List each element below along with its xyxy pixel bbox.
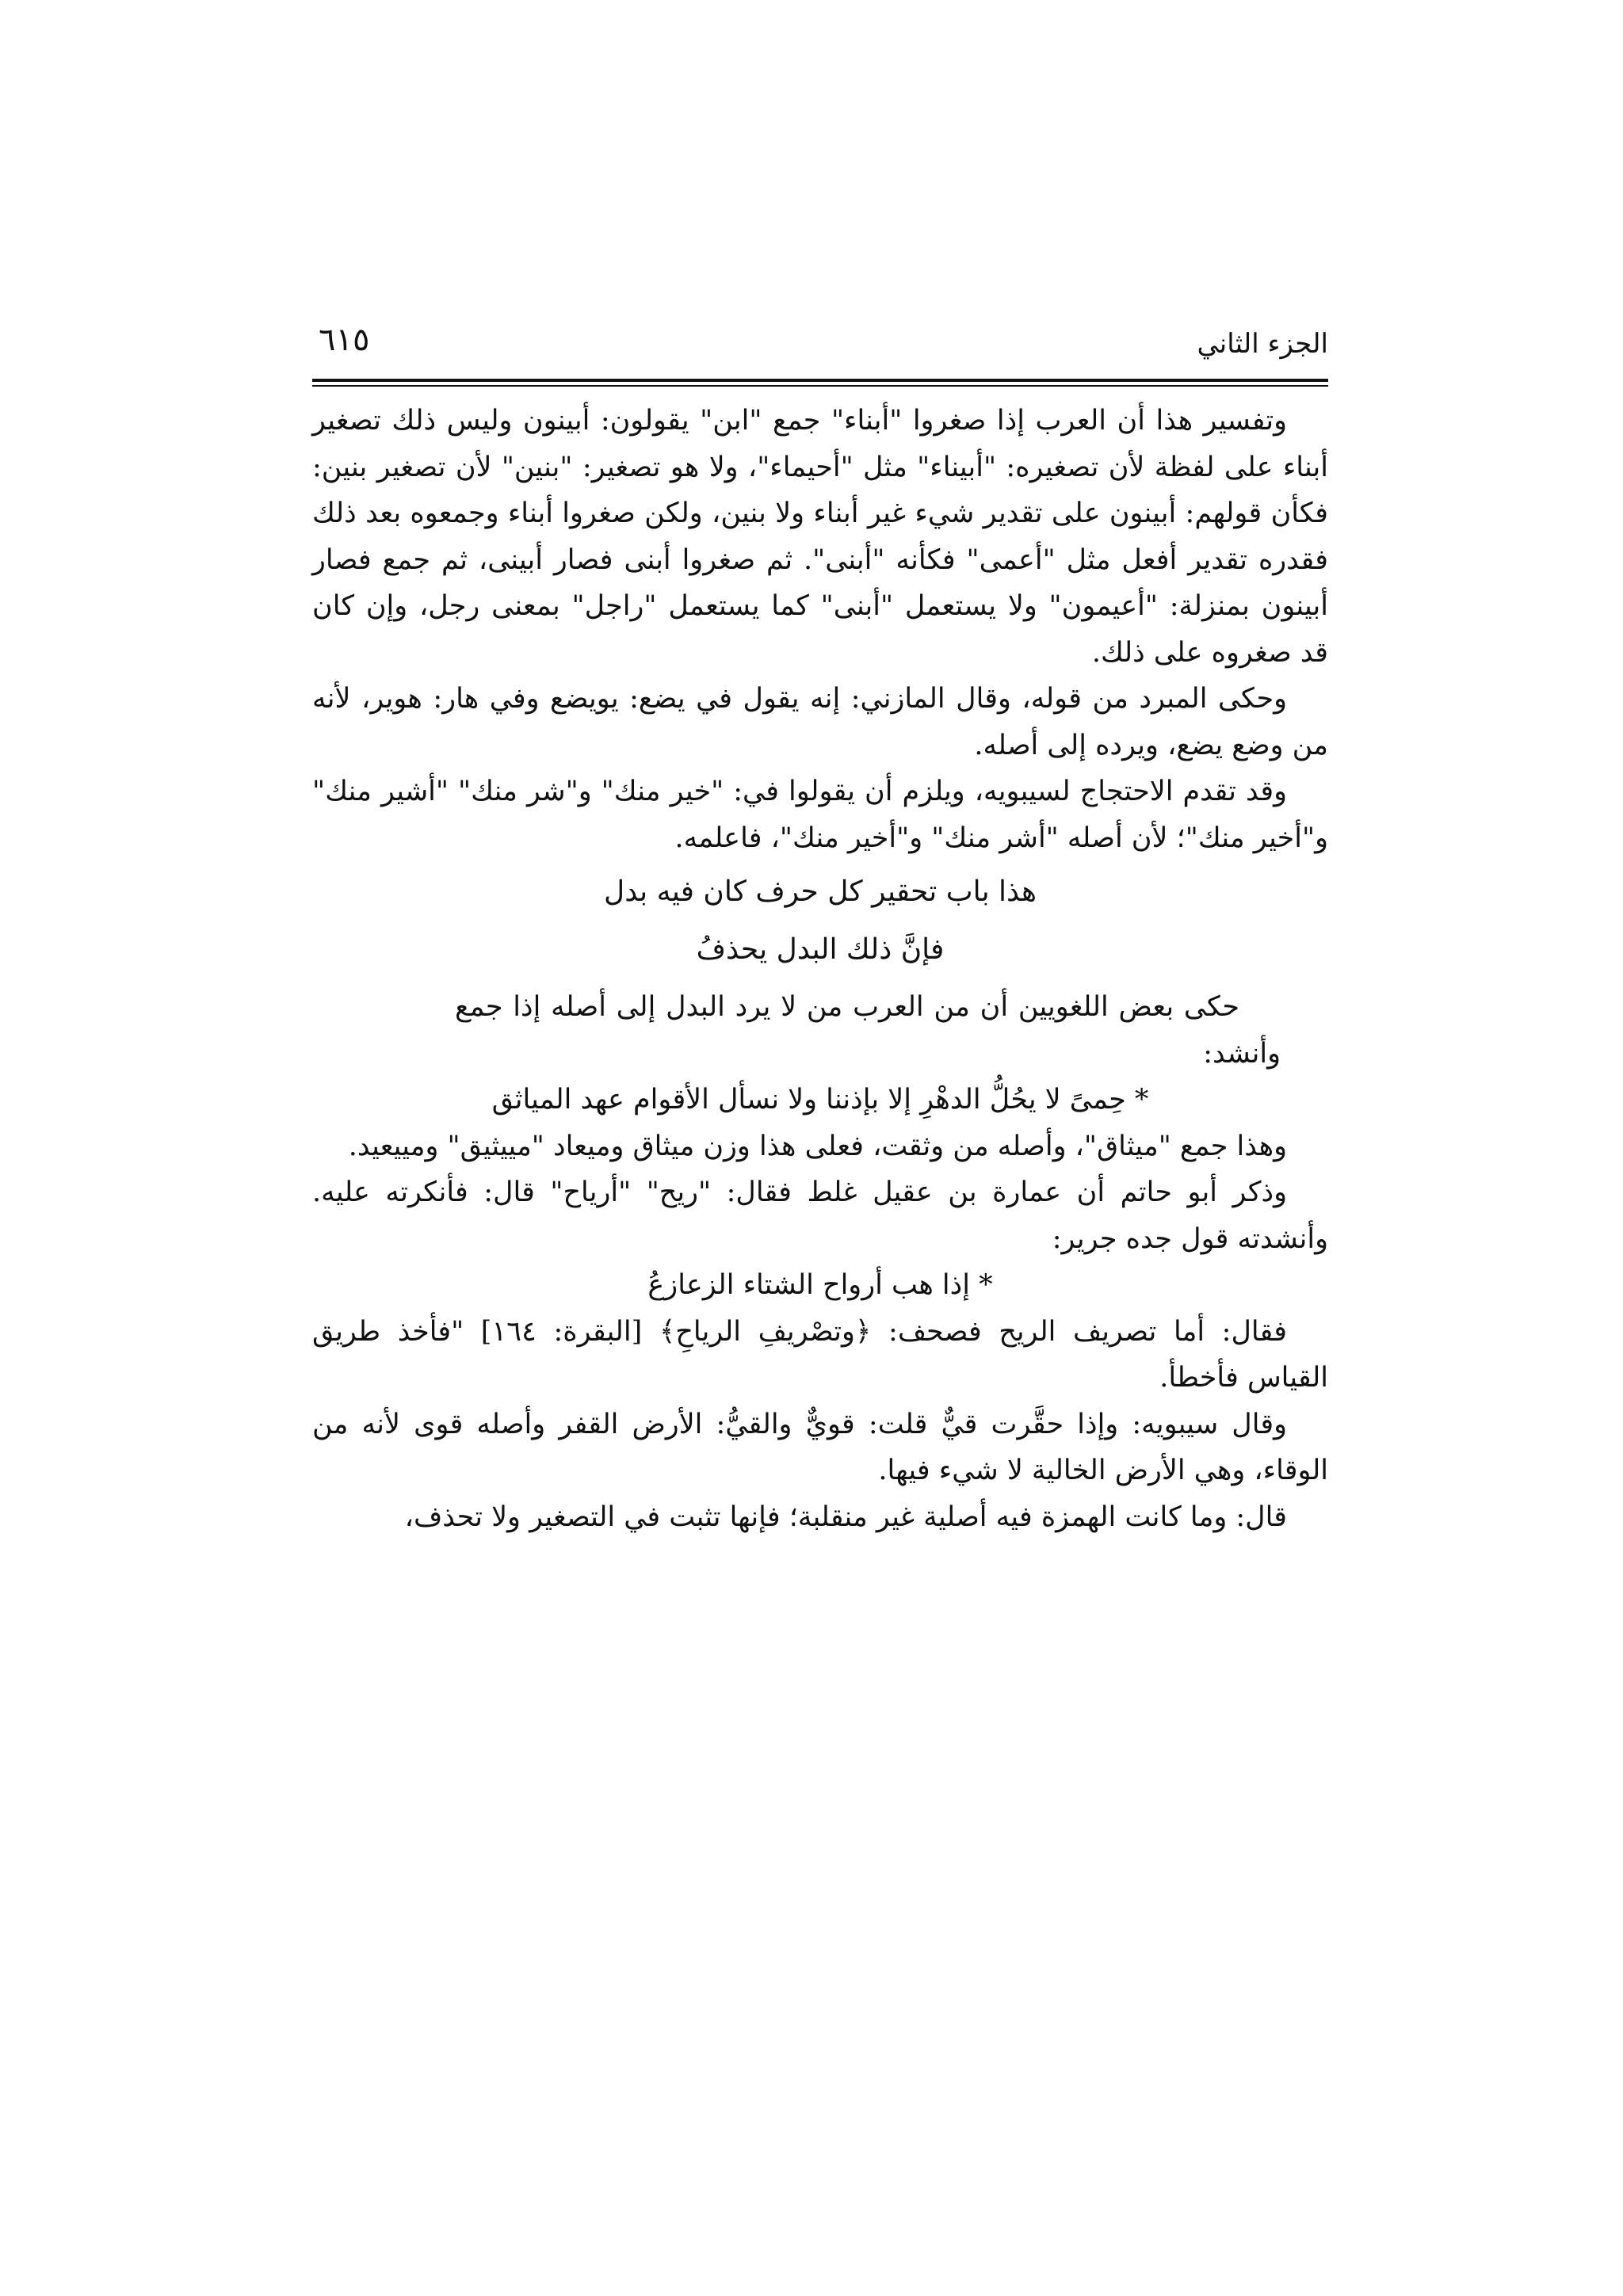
paragraph: وهذا جمع "ميثاق"، وأصله من وثقت، فعلى هذا وزن ميثاق وميعاد "مييثيق" ومييعيد. (348, 1130, 1287, 1162)
page-number: ٦١٥ (319, 322, 370, 358)
header-rule (312, 379, 1328, 387)
chapter-subheading: فإنَّ ذلك البدل يحذفُ (696, 933, 945, 966)
paragraph: وحكى المبرد من قوله، وقال المازني: إنه يقول في يضع: يويضع وفي هار: هوير، لأنه من وضع يضع، ويرده إلى أصله. (312, 683, 1328, 761)
paragraph: حكى بعض اللغويين أن من العرب من لا يرد البدل إلى أصله إذا جمع وأنشد: (455, 991, 1281, 1070)
verse-line: * حِمىً لا يحُلُّ الدهْرِ إلا بإذننا ولا نسأل الأقوام عهد المياثق (491, 1084, 1149, 1116)
verse-line: * إذا هب أرواح الشتاء الزعازعُ (647, 1269, 993, 1301)
paragraph: وذكر أبو حاتم أن عمارة بن عقيل غلط فقال: "ريح" "أرياح" قال: فأنكرته عليه. وأنشدته قول جده جرير: (312, 1177, 1328, 1255)
paragraph: فقال: أما تصريف الريح فصحف: ﴿وتصْريفِ الرياحِ﴾ [البقرة: ١٦٤] "فأخذ طريق القياس فأخطأ. (312, 1315, 1328, 1394)
chapter-heading: هذا باب تحقير كل حرف كان فيه بدل (604, 875, 1037, 908)
running-header (312, 317, 1328, 374)
running-header-title: الجزء الثاني (1197, 328, 1328, 360)
paragraph: وقد تقدم الاحتجاج لسيبويه، ويلزم أن يقولوا في: "خير منك" و"شر منك" "أشير منك" و"أخير منك"؛ لأن أصله "أشر منك" و"أخير منك"، فاعلمه. (312, 776, 1328, 854)
body-text (312, 398, 1328, 1540)
paragraph: وقال سيبويه: وإذا حقَّرت قيٌّ قلت: قويٌّ والقيُّ: الأرض القفر وأصله قوى لأنه من الوقاء، وهي الأرض الخالية لا شيء فيها. (312, 1408, 1328, 1486)
document-page (312, 317, 1328, 1540)
paragraph: وتفسير هذا أن العرب إذا صغروا "أبناء" جمع "ابن" يقولون: أبينون وليس ذلك تصغير أبناء على لفظة لأن تصغيره: "أبيناء" مثل "أحيماء"، ولا هو تصغير: "بنين" لأن تصغير بنين: فكأن قولهم: أبينون على تقدير شيء غير أبناء ولا بنين، ولكن صغروا أبناء وجمعوه بعد ذلك فقدره تقدير أفعل مثل "أعمى" فكأنه "أبنى". ثم صغروا أبنى فصار أبينى، ثم جمع فصار أبينون بمنزلة: "أعيمون" ولا يستعمل "أبنى" كما يستعمل "راجل" بمعنى رجل، وإن كان قد صغروه على ذلك. (312, 405, 1328, 669)
paragraph: قال: وما كانت الهمزة فيه أصلية غير منقلبة؛ فإنها تثبت في التصغير ولا تحذف، (404, 1501, 1287, 1533)
